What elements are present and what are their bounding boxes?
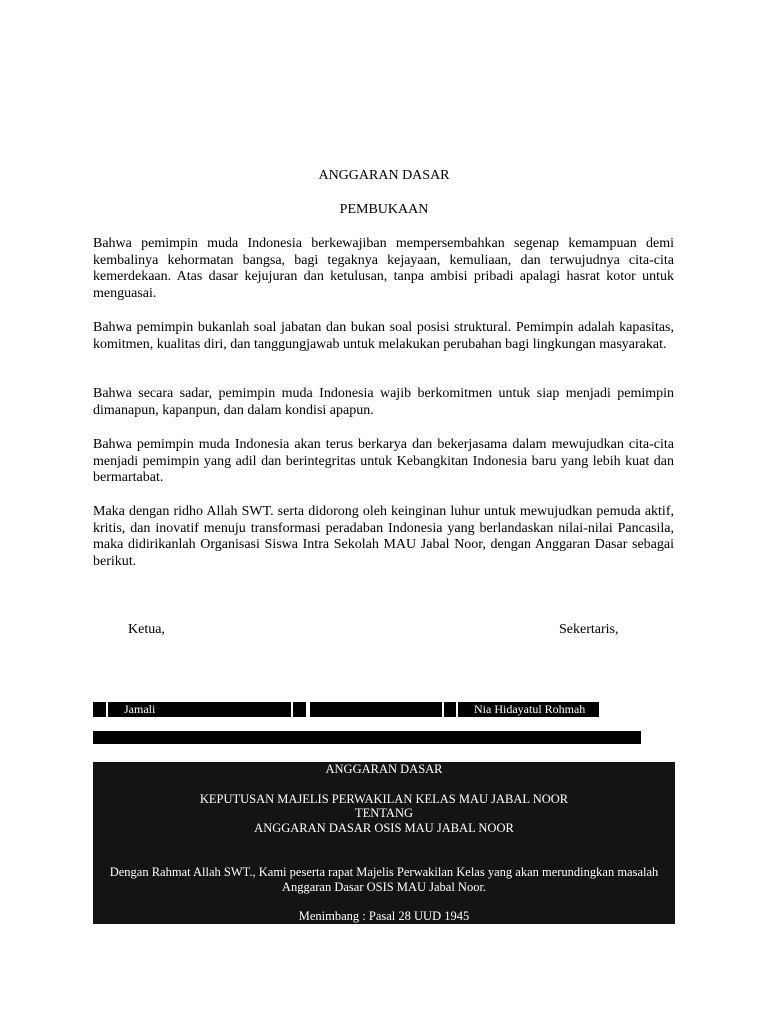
redaction-cell bbox=[310, 702, 442, 717]
signature-name-row bbox=[93, 702, 599, 717]
signature-label-chair: Ketua, bbox=[128, 622, 165, 637]
signature-label-secretary: Sekertaris, bbox=[559, 622, 619, 637]
decision-menimbang: Menimbang : Pasal 28 UUD 1945 bbox=[298, 909, 470, 923]
decision-intro: Dengan Rahmat Allah SWT., Kami peserta rapat Majelis Perwakilan Kelas yang akan merundingkan masalah Anggaran Dasar OSIS MAU Jabal Noor. bbox=[109, 865, 659, 894]
decision-line-3: ANGGARAN DASAR OSIS MAU JABAL NOOR bbox=[254, 821, 514, 835]
redaction-cell bbox=[293, 702, 306, 717]
redaction-cell bbox=[444, 702, 456, 717]
document-subtitle: PEMBUKAAN bbox=[339, 202, 429, 217]
decision-line-2: TENTANG bbox=[354, 806, 413, 820]
paragraph-5: Maka dengan ridho Allah SWT. serta didorong oleh keinginan luhur untuk mewujudkan pemuda aktif, kritis, dan inovatif menuju transformasi peradaban Indonesia yang berlandaskan nilai-nilai Pancasila, maka didirikanlah Organisasi Siswa Intra Sekolah MAU Jabal Noor, dengan Anggaran Dasar sebagai berikut. bbox=[93, 504, 674, 569]
signature-name-secretary: Nia Hidayatul Rohmah bbox=[458, 702, 599, 717]
redaction-bar bbox=[93, 731, 641, 744]
paragraph-3: Bahwa secara sadar, pemimpin muda Indonesia wajib berkomitmen untuk siap menjadi pemimpin dimanapun, kapanpun, dan dalam kondisi apapun. bbox=[93, 386, 674, 418]
decision-title: ANGGARAN DASAR bbox=[325, 762, 443, 776]
redaction-cell bbox=[93, 702, 106, 717]
paragraph-2: Bahwa pemimpin bukanlah soal jabatan dan bukan soal posisi struktural. Pemimpin adalah kapasitas, komitmen, kualitas diri, dan tanggungjawab untuk melakukan perubahan bagi lingkungan masyarakat. bbox=[93, 320, 674, 352]
document-title: ANGGARAN DASAR bbox=[318, 168, 450, 183]
redaction-cell bbox=[204, 702, 291, 717]
signature-name-chair: Jamali bbox=[108, 702, 218, 717]
decision-block bbox=[93, 762, 675, 924]
decision-line-1: KEPUTUSAN MAJELIS PERWAKILAN KELAS MAU JABAL NOOR bbox=[199, 792, 569, 806]
paragraph-1: Bahwa pemimpin muda Indonesia berkewajiban mempersembahkan segenap kemampuan demi kembalinya kehormatan bangsa, bagi tegaknya kejayaan, kemuliaan, dan terwujudnya cita-cita kemerdekaan. Atas dasar kejujuran dan ketulusan, tanpa ambisi pribadi apalagi hasrat kotor untuk menguasai. bbox=[93, 236, 674, 301]
paragraph-4: Bahwa pemimpin muda Indonesia akan terus berkarya dan bekerjasama dalam mewujudkan cita-cita menjadi pemimpin yang adil dan berintegritas untuk Kebangkitan Indonesia baru yang lebih kuat dan bermartabat. bbox=[93, 437, 674, 486]
